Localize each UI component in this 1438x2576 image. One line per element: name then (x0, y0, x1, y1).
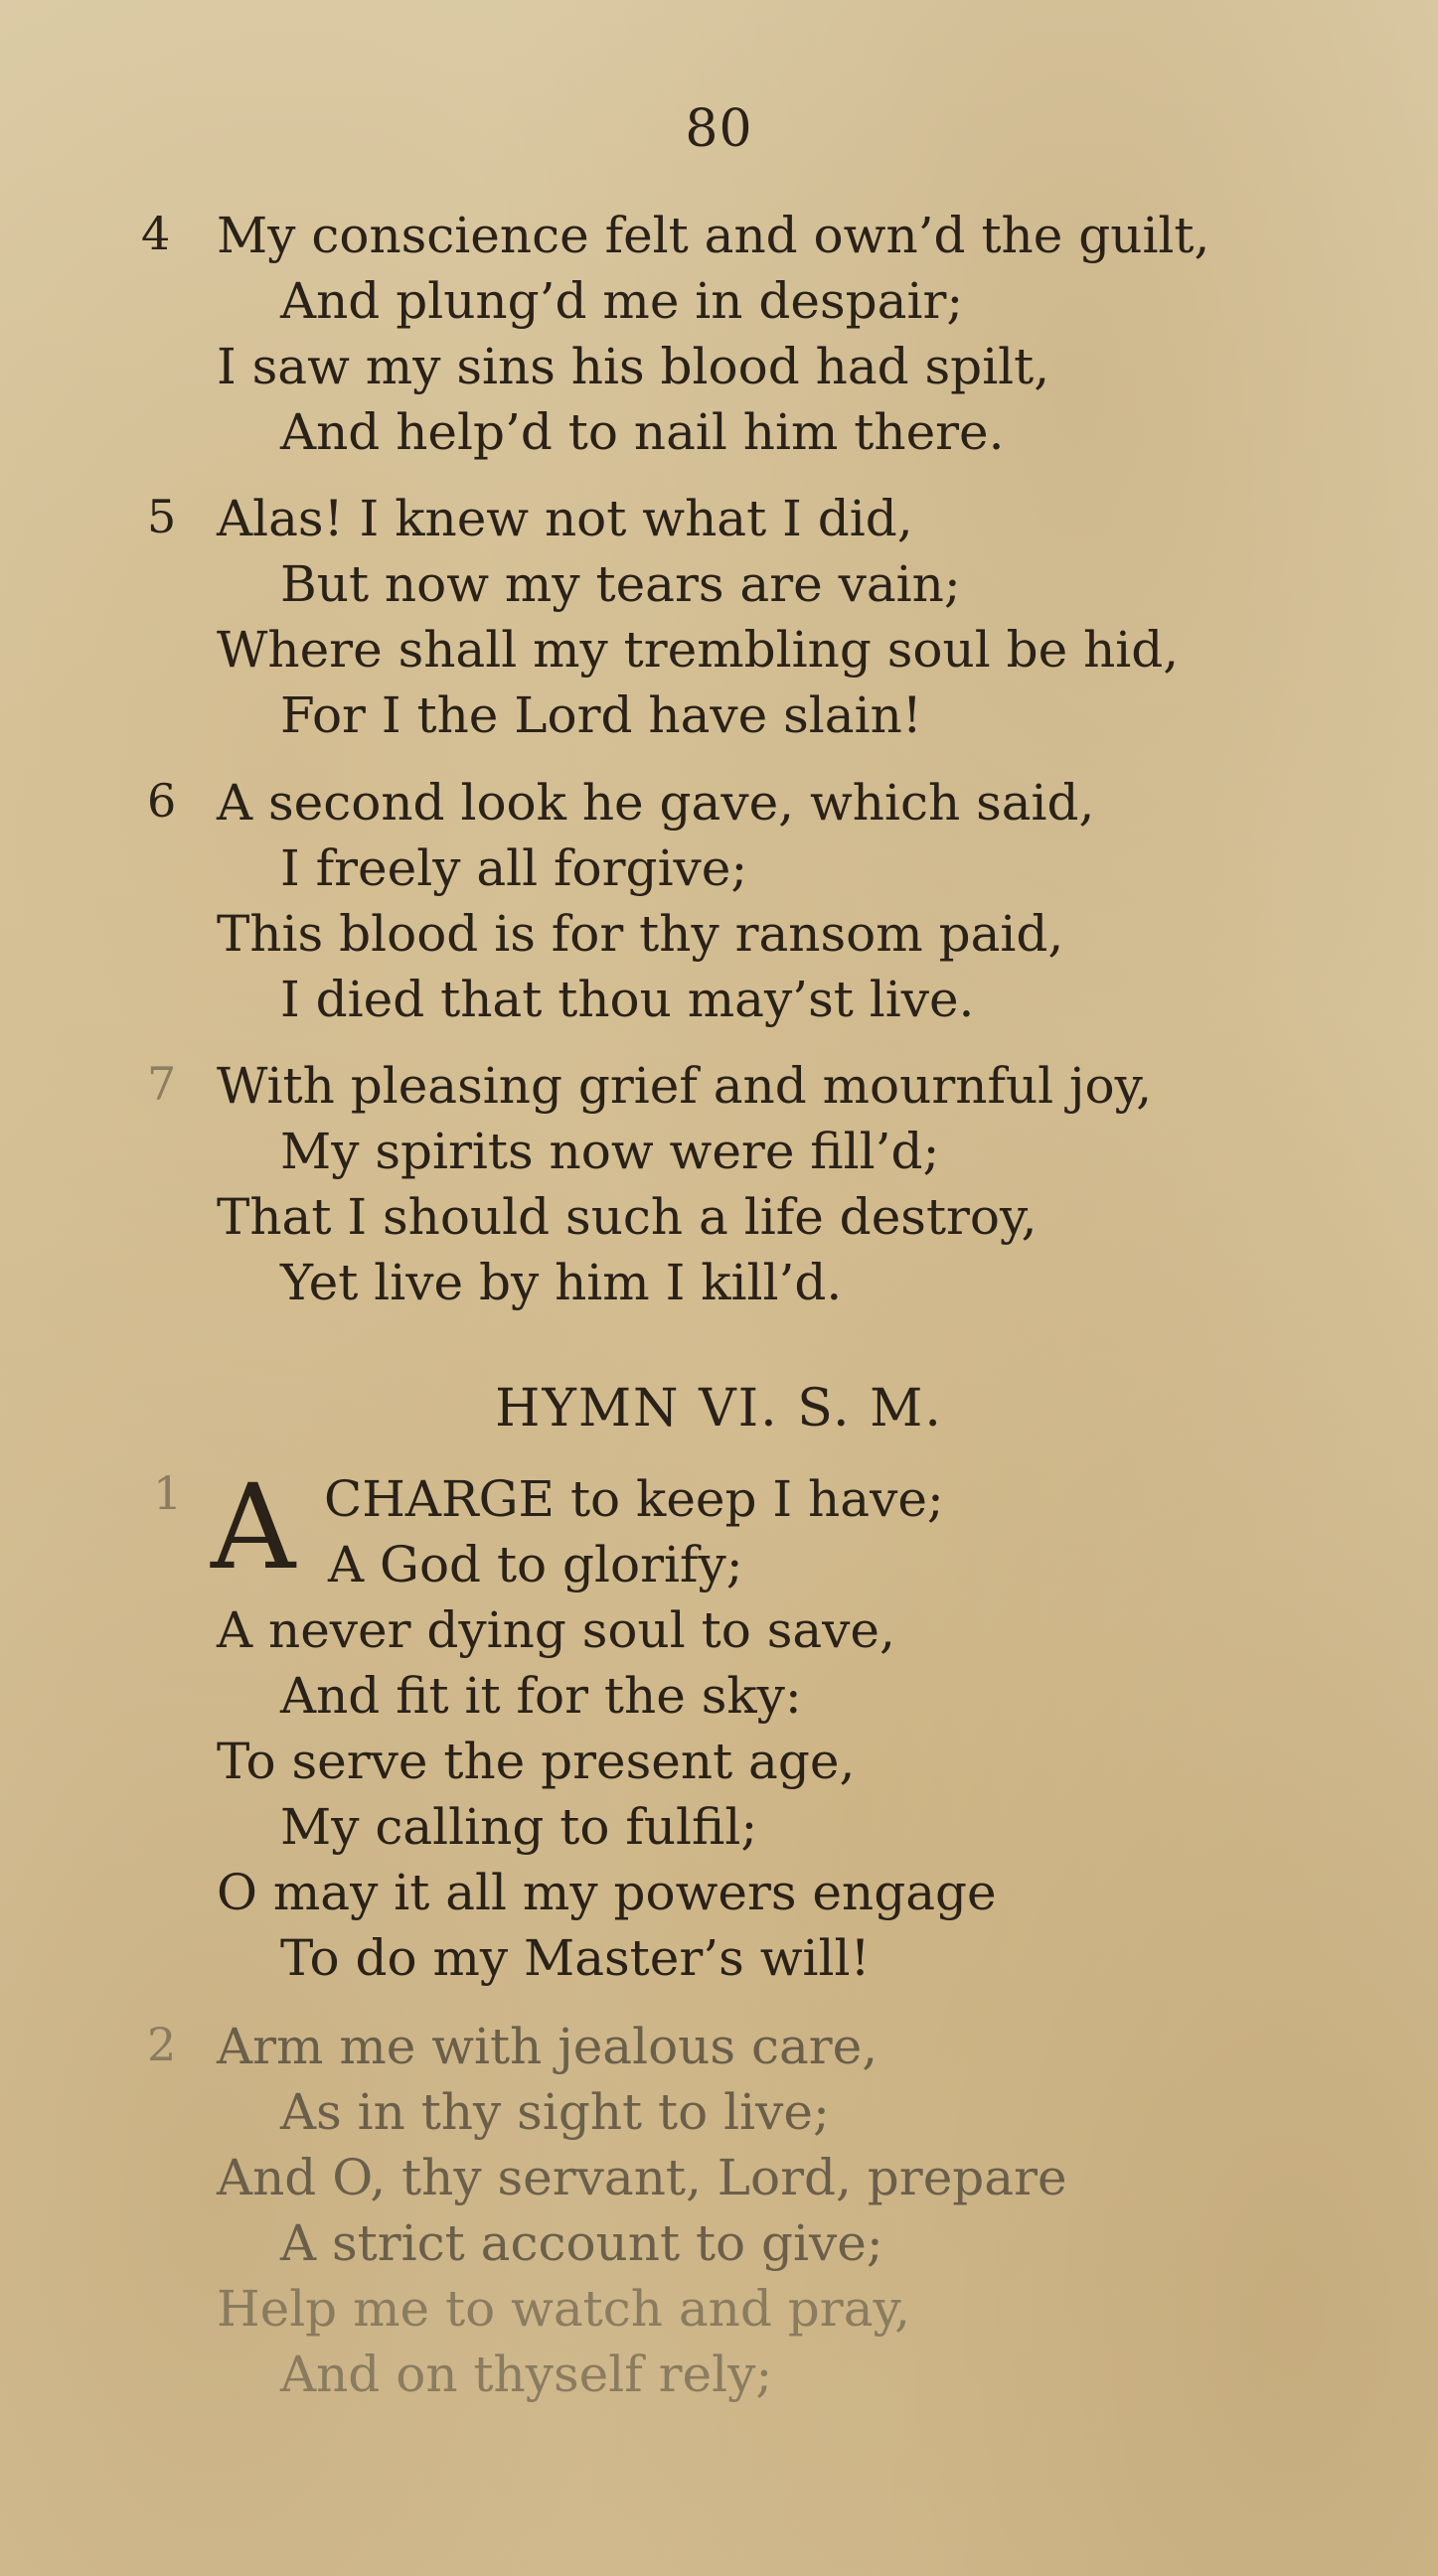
verse-line: I saw my sins his blood had spilt, (217, 338, 1050, 395)
verse-line: And fit it for the sky: (280, 1667, 802, 1725)
verse-line: I freely all forgive; (280, 839, 748, 897)
verse-line: But now my tears are vain; (280, 555, 961, 613)
verse-line: And O, thy servant, Lord, prepare (217, 2149, 1067, 2206)
verse-line: That I should such a life destroy, (217, 1188, 1038, 1246)
hymn-heading: HYMN VI. S. M. (495, 1379, 943, 1439)
verse-line: To serve the present age, (217, 1733, 856, 1790)
verse-line: And on thyself rely; (280, 2346, 773, 2403)
verse-line: My calling to fulfil; (280, 1798, 758, 1856)
verse-line: Where shall my trembling soul be hid, (217, 621, 1180, 679)
verse-number: 1 (153, 1466, 183, 1520)
verse-line: And plung’d me in despair; (280, 272, 964, 330)
verse-line: My spirits now were fill’d; (280, 1123, 940, 1180)
verse-line: As in thy sight to live; (280, 2083, 830, 2141)
page-number: 80 (685, 99, 753, 159)
verse-line: Arm me with jealous care, (217, 2018, 879, 2075)
verse-line: CHARGE to keep I have; (324, 1470, 944, 1528)
verse-line: This blood is for thy ransom paid, (217, 905, 1064, 963)
verse-line: Help me to watch and pray, (217, 2280, 910, 2338)
verse-line: O may it all my powers engage (217, 1864, 997, 1921)
verse-line: Yet live by him I kill’d. (280, 1254, 843, 1311)
stanza-number: 5 (147, 490, 177, 543)
verse-line: My conscience felt and own’d the guilt, (217, 207, 1210, 264)
stanza-number: 7 (147, 1057, 177, 1111)
verse-line: For I the Lord have slain! (280, 686, 922, 744)
verse-number: 2 (147, 2018, 177, 2071)
stanza-number: 6 (147, 774, 177, 828)
verse-line: A second look he gave, which said, (217, 774, 1095, 832)
verse-line: I died that thou may’st live. (280, 971, 975, 1028)
verse-line: Alas! I knew not what I did, (217, 490, 913, 547)
verse-line: With pleasing grief and mournful joy, (217, 1057, 1153, 1115)
verse-line: A God to glorify; (328, 1536, 743, 1593)
verse-line: To do my Master’s will! (280, 1929, 871, 1987)
verse-line: A never dying soul to save, (217, 1601, 895, 1659)
drop-cap: A (211, 1458, 296, 1595)
verse-line: A strict account to give; (280, 2214, 883, 2272)
verse-line: And help’d to nail him there. (280, 403, 1005, 461)
stanza-number: 4 (141, 207, 171, 260)
